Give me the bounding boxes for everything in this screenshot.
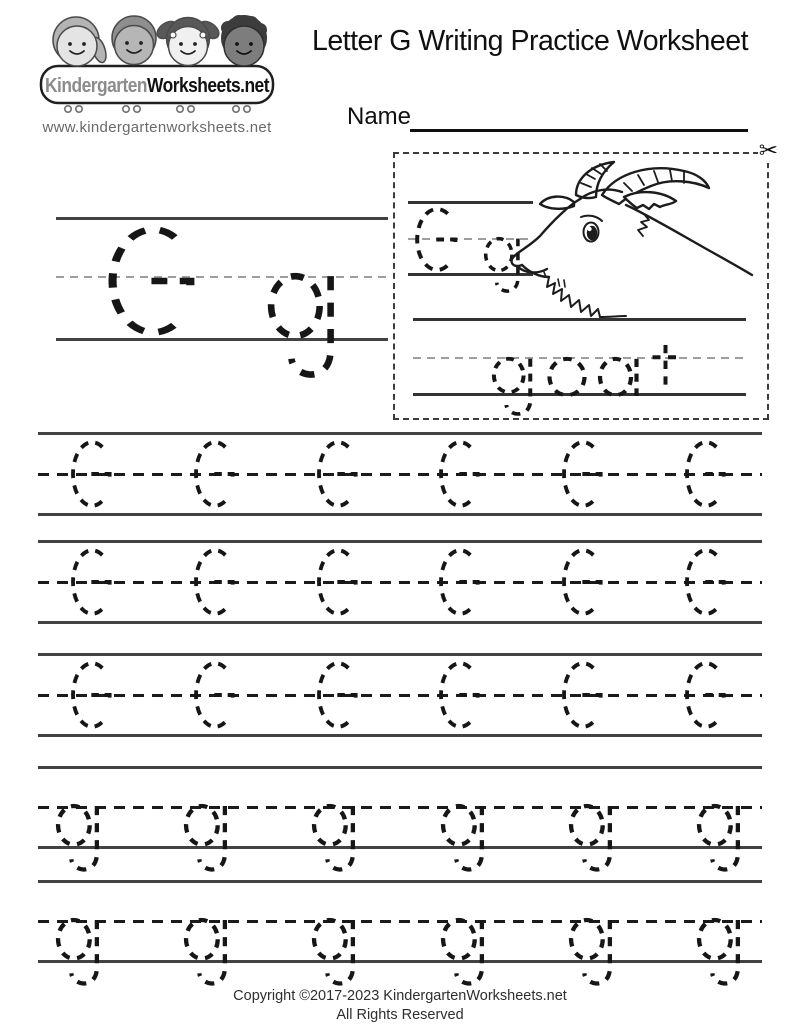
writing-guide-line [38, 653, 762, 656]
trace-letter-G [314, 658, 364, 732]
trace-letter-G [102, 221, 208, 341]
writing-guide-line [38, 540, 762, 543]
writing-guide-line [38, 734, 762, 737]
logo-text-gray: Kindergarten [45, 75, 163, 97]
writing-guide-line [413, 318, 746, 321]
writing-guide-line [38, 621, 762, 624]
trace-letter-G [559, 545, 609, 619]
trace-letter-g [184, 804, 231, 873]
cutout-card [393, 138, 778, 420]
trace-letter-row [38, 658, 762, 732]
site-logo [38, 10, 276, 125]
trace-letter-g [697, 804, 744, 873]
trace-letter-G [436, 658, 486, 732]
trace-letter-g [312, 918, 359, 987]
practice-row-lowercase-1 [38, 766, 762, 881]
trace-letter-G [436, 545, 486, 619]
trace-letter-G [682, 658, 732, 732]
header-trace-lowercase-g [268, 273, 340, 380]
trace-letter-g [569, 804, 616, 873]
footer [0, 987, 800, 1025]
trace-letter-g [56, 804, 103, 873]
trace-letter-g [56, 918, 103, 987]
practice-row-lowercase-2 [38, 880, 762, 995]
trace-letter-G [559, 658, 609, 732]
trace-letter-G [191, 545, 241, 619]
logo-text [45, 75, 276, 97]
trace-letter-G [191, 437, 241, 511]
trace-letter-g [184, 918, 231, 987]
trace-letter-G [68, 545, 118, 619]
trace-letter-g [312, 804, 359, 873]
kids-illustration [38, 10, 276, 120]
name-write-line [410, 129, 748, 132]
writing-guide-line [38, 513, 762, 516]
trace-letter-g [441, 918, 488, 987]
trace-letter-o [547, 357, 587, 397]
writing-guide-line [56, 217, 388, 220]
kid-girl-1 [53, 17, 109, 66]
trace-letter-row [38, 804, 762, 873]
scissors-icon: ✂ [758, 138, 778, 164]
logo-text-black: Worksheets.net [147, 75, 276, 97]
copyright-text: Copyright ©2017-2023 KindergartenWorksheets.net [233, 988, 567, 1004]
trace-letter-g [697, 918, 744, 987]
trace-letter-g [441, 804, 488, 873]
page-title: Letter G Writing Practice Worksheet [311, 25, 749, 57]
kids-feet [65, 106, 250, 112]
trace-letter-G [436, 437, 486, 511]
writing-guide-line [38, 880, 762, 883]
trace-letter-row [38, 437, 762, 511]
trace-letter-g [569, 918, 616, 987]
rights-text: All Rights Reserved [336, 1007, 464, 1023]
practice-row-uppercase-3 [38, 653, 762, 763]
trace-letter-G [314, 437, 364, 511]
trace-letter-t [651, 344, 677, 393]
trace-letter-g [492, 357, 536, 417]
logo-website-url: www.kindergartenworksheets.net [42, 119, 272, 136]
practice-row-uppercase-1 [38, 432, 762, 542]
writing-guide-line [38, 432, 762, 435]
trace-letter-G [68, 437, 118, 511]
trace-letter-G [314, 545, 364, 619]
trace-letter-G [559, 437, 609, 511]
trace-letter-row [38, 918, 762, 987]
trace-letter-G [68, 658, 118, 732]
word-trace-goat [492, 344, 677, 417]
practice-row-uppercase-2 [38, 540, 762, 650]
writing-guide-line [38, 766, 762, 769]
name-label: Name [347, 103, 412, 130]
trace-letter-row [38, 545, 762, 619]
trace-letter-G [191, 658, 241, 732]
trace-letter-G [682, 545, 732, 619]
trace-letter-a [598, 357, 640, 397]
kid-girl-2 [154, 18, 222, 66]
header-trace-uppercase-G [102, 221, 208, 341]
trace-letter-g [268, 273, 340, 380]
kid-boy-1 [112, 16, 156, 65]
kid-boy-2 [221, 15, 267, 66]
trace-letter-G [682, 437, 732, 511]
